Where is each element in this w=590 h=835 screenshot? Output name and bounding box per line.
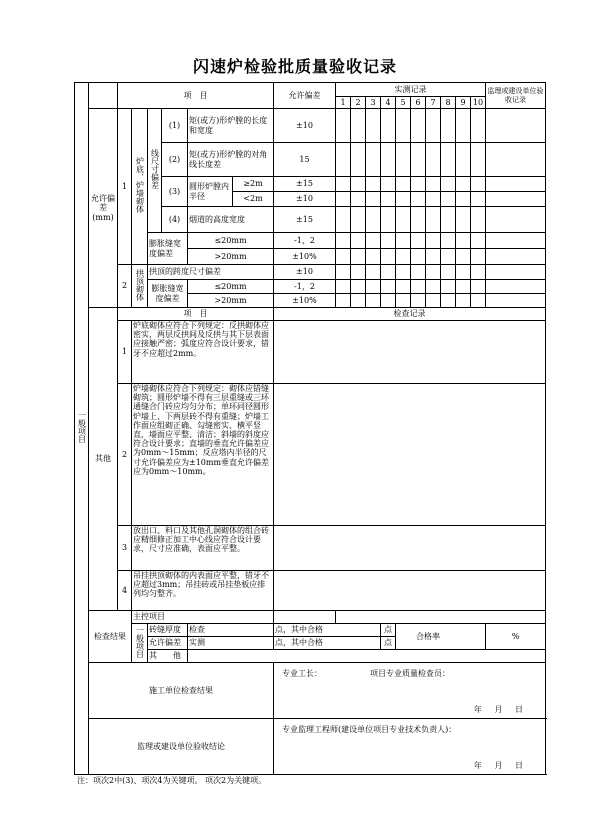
check-project-header: 项 目 [118,308,274,321]
check-record-cell[interactable] [274,571,546,611]
allow-group-label: 允许偏差(mm) [89,109,118,308]
col-num: 6 [411,97,426,109]
col-num: 2 [351,97,366,109]
check-record-cell[interactable] [274,526,546,571]
sign2-date: 年 月 日 [473,760,523,770]
check-no: 2 [118,384,132,526]
supervision-conclusion-label: 监理或建设单位验收结论 [89,719,274,775]
result-r2b: 点，其中合格 [274,637,381,650]
result-label: 检查结果 [89,611,132,663]
row-item: 烟道的高度宽度 [188,207,274,233]
joint-label: 膨胀缝宽度偏差 [148,280,188,308]
group-no: 1 [118,109,132,265]
row-cond: ≤20mm [188,233,274,249]
col-num: 8 [441,97,456,109]
check-record-cell[interactable] [274,321,546,384]
result-r1a: 检查 [188,624,274,637]
result-r2c: 点 [381,637,396,650]
inspection-table [74,82,546,775]
check-no: 1 [118,321,132,384]
others-label: 其他 [89,308,118,611]
check-no: 3 [118,526,132,571]
row-no: (2) [162,143,188,177]
row-tol: ±10% [274,294,336,308]
row-tol: -1，2 [274,233,336,249]
row-no: (1) [162,109,188,143]
page-title: 闪速炉检验批质量验收记录 [192,57,397,76]
row-tol: ±15 [274,177,336,192]
foreman-label: 专业工长： [282,669,322,678]
row-cond: ≥2m [233,177,274,192]
col-num: 1 [336,97,351,109]
row-cond: ≤20mm [188,280,274,294]
sign1-date: 年 月 日 [473,704,523,714]
check-text: 炉底砌体应符合下列规定：反拱砌体应密实，两层反拱间及反拱与其下层表面应接触严密；弧度应符合设计要求，错牙不应超过2mm。 [132,321,274,384]
col-num: 10 [471,97,486,109]
header-project: 项 目 [118,83,274,109]
footnote: 注：项次2中(3)、项次4为关键项。 项次2为关键项。 [77,776,267,785]
check-no: 4 [118,571,132,611]
result-r2: 允许偏差 [148,637,188,650]
row-tol: -1，2 [274,280,336,294]
result-r1c: 点 [381,624,396,637]
col-num: 4 [381,97,396,109]
inspector-label: 项目专业质量检查员： [370,669,450,678]
row-cond: <2m [233,192,274,207]
row-cond: >20mm [188,294,274,308]
result-main: 主控项目 [132,611,274,624]
check-text: 放出口、料口及其他孔洞砌体的组合砖应精细修正加工中心线应符合设计要求，尺寸应准确，表面应平整。 [132,526,274,571]
result-r1: 砖缝厚度 [148,624,188,637]
result-rate: 合格率 [396,624,486,650]
result-general: 一般项目 [135,625,145,658]
row-item: 圆形炉膛内半径 [188,177,233,207]
check-record-header: 检查记录 [274,308,546,321]
check-text: 炉墙砌体应符合下列规定：砌体应错缝砌筑；圆形炉墙不得有三层重缝或三环通缝合门砖应均匀分布；单环同径圆形炉墙上、下两层砖不得有重缝；炉墙工作面应组砌正确、勾缝密实、横平竖直，墙面应平整、清洁；斜墙的斜度应符合设计要求；直墙的垂直允许偏差应为0mm～15mm；反应塔内半径的尺寸允许偏差应为±10mm垂直允许偏差应为0mm～10mm。 [132,384,274,526]
row-item: 矩(或方)形炉膛的对角线长度差 [188,143,274,177]
row-tol: 15 [274,143,336,177]
header-measured: 实测记录 [336,83,486,97]
row-cond: >20mm [188,249,274,265]
span-label: 拱顶的跨度尺寸偏差 [148,265,274,280]
construction-check-label: 施工单位检查结果 [89,663,274,719]
row-tol: ±10 [274,265,336,280]
group-no: 2 [118,265,132,308]
check-text: 吊挂拱顶砌体的内表面应平整，错牙不应超过3mm；吊挂砖或吊挂垫板应排列均匀整齐。 [132,571,274,611]
result-pct: % [486,624,546,650]
group1-name: 炉底、炉墙砌体 [135,157,145,214]
col-num: 5 [396,97,411,109]
row-tol: ±15 [274,207,336,233]
col-num: 7 [426,97,441,109]
row-item: 矩(或方)形炉膛的长度和宽度 [188,109,274,143]
joint-label: 膨胀缝宽度偏差 [148,233,188,265]
group1-sub: 线尺寸偏差 [150,149,160,190]
result-r1b: 点，其中合格 [274,624,381,637]
row-tol: ±10 [274,109,336,143]
engineer-label: 专业监理工程师(建设单位项目专业技术负责人)： [282,725,457,734]
row-tol: ±10% [274,249,336,265]
group2-name: 拱顶砌体 [135,268,145,301]
result-r2a: 实测 [188,637,274,650]
supervision-sign-area[interactable] [274,719,546,775]
general-items-label: 一般项目 [77,411,87,444]
construction-sign-area[interactable] [274,663,546,719]
row-tol: ±10 [274,192,336,207]
col-num: 3 [366,97,381,109]
row-no: (3) [162,177,188,207]
header-allow: 允许偏差 [274,83,336,109]
header-supervise: 监理或建设单位验收记录 [486,83,546,109]
check-record-cell[interactable] [274,384,546,526]
result-r3: 其 他 [148,650,188,663]
row-no: (4) [162,207,188,233]
col-num: 9 [456,97,471,109]
